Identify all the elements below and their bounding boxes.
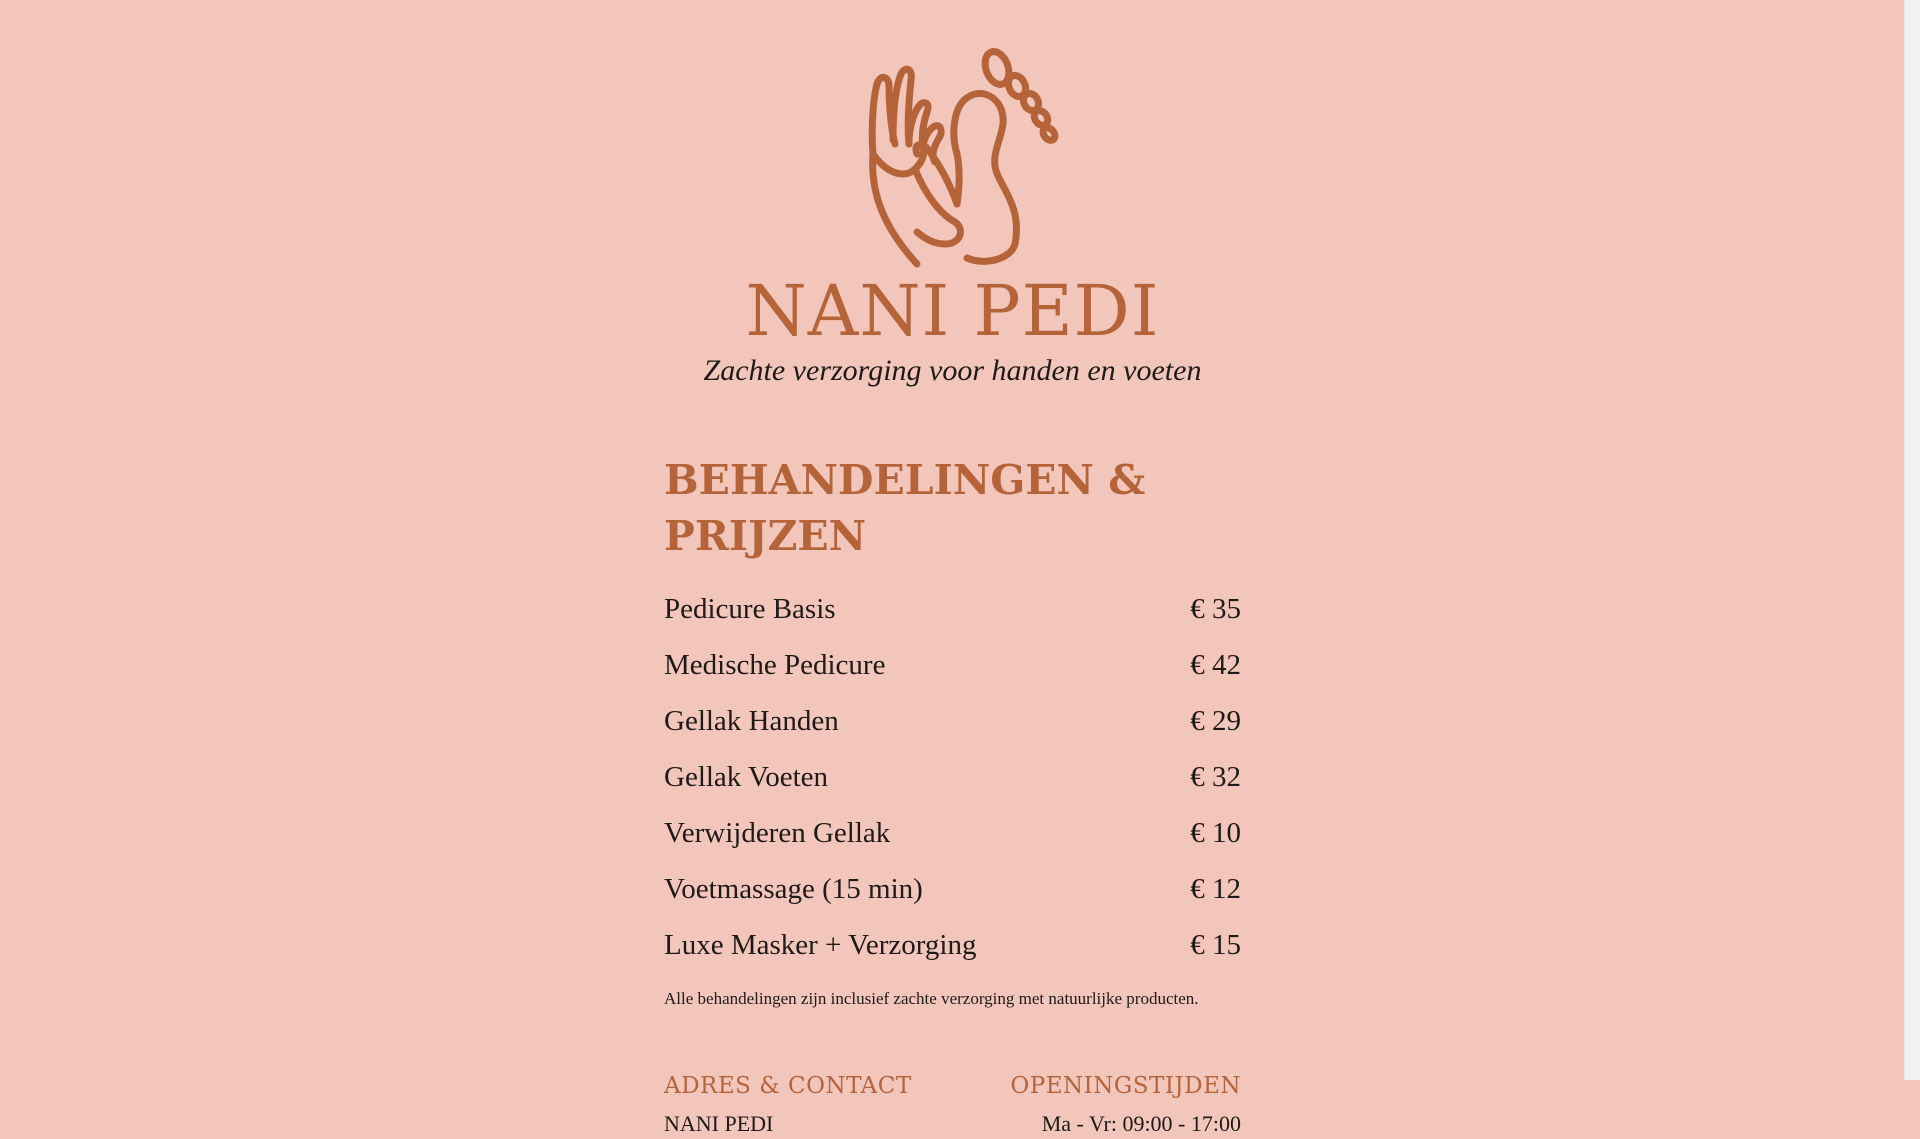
hours-weekdays: Ma - Vr: 09:00 - 17:00 (1041, 1111, 1241, 1136)
treatment-name: Verwijderen Gellak (664, 817, 891, 849)
treatment-name: Gellak Voeten (664, 761, 829, 793)
brand-tagline: Zachte verzorging voor handen en voeten (703, 354, 1202, 387)
treatment-name: Luxe Masker + Verzorging (664, 929, 977, 961)
treatment-name: Medische Pedicure (664, 649, 886, 681)
contact-section (664, 1071, 912, 1139)
hand-and-foot-icon (865, 44, 1065, 266)
treatment-price: € 15 (1190, 929, 1241, 961)
price-row (664, 861, 1241, 917)
treatment-price: € 42 (1190, 649, 1241, 681)
treatment-price: € 32 (1190, 761, 1241, 793)
contact-name: NANI PEDI (664, 1111, 774, 1136)
brand-name: NANI PEDI (745, 270, 1160, 352)
price-row (664, 917, 1241, 973)
vertical-scrollbar[interactable] (1904, 0, 1920, 1080)
price-row (664, 805, 1241, 861)
content (664, 452, 1241, 1139)
hours-section (1010, 1071, 1241, 1139)
price-row (664, 637, 1241, 693)
price-row (664, 693, 1241, 749)
treatments-title: BEHANDELINGEN & PRIJZEN (664, 456, 1146, 560)
treatment-name: Pedicure Basis (664, 593, 836, 625)
treatment-price: € 12 (1190, 873, 1241, 905)
treatment-name: Gellak Handen (664, 705, 839, 737)
treatment-price: € 10 (1190, 817, 1241, 849)
footer (664, 1071, 1241, 1139)
treatments-note: Alle behandelingen zijn inclusief zachte verzorging met natuurlijke producten. (664, 989, 1199, 1008)
hours-title: OPENINGSTIJDEN (1010, 1073, 1241, 1099)
treatment-price: € 29 (1190, 705, 1241, 737)
price-row (664, 749, 1241, 805)
treatment-price: € 35 (1190, 593, 1241, 625)
treatment-name: Voetmassage (15 min) (664, 873, 923, 905)
price-list (664, 581, 1241, 973)
contact-title: ADRES & CONTACT (664, 1073, 912, 1099)
price-row (664, 581, 1241, 637)
